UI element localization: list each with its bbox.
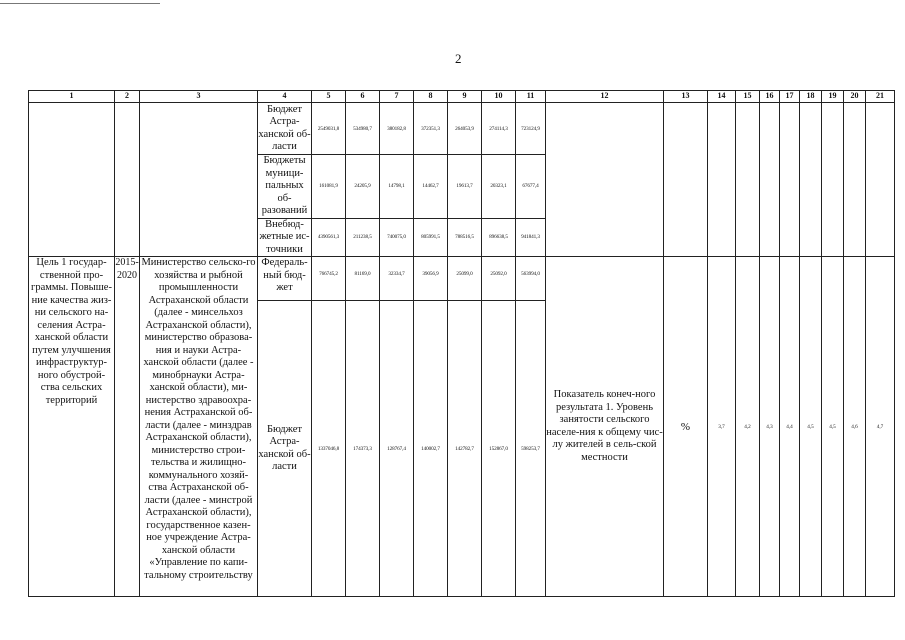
executor-cell: Министерство сельско-го хозяйства и рыбной промышленности Астраханской области (далее - минсельхоз Астраханской области), министерство образова-ния и науки Астра-ханской области (далее - минобрнауки Астра-ханской области), ми-нистерство здравоохра-нения Астраханской об-ласти (далее - минздрав Астраханской области), министерство строи-тельства и жилищно-коммунального хозяй-ства Астраханской об-ласти (далее - минстрой Астраханской области), государственное казен-ное учреждение Астра-ханской области «Управление по капи-тальному строительству — [140, 257, 258, 597]
col-header: 18 — [800, 91, 822, 103]
funding-value: 805991,5 — [414, 218, 448, 257]
table-row — [29, 103, 895, 155]
page-number: 2 — [455, 51, 462, 66]
table-row — [29, 257, 895, 301]
unit-cell: % — [664, 257, 708, 597]
funding-value: 211238,5 — [346, 218, 380, 257]
period-cell: 2015-2020 — [115, 257, 140, 597]
top-rule — [0, 3, 160, 4]
funding-value: 140002,7 — [414, 301, 448, 597]
col-header: 13 — [664, 91, 708, 103]
funding-value: 563994,0 — [516, 257, 546, 301]
col-header: 21 — [866, 91, 895, 103]
funding-source: Бюджеты муници-пальных об-разований — [258, 155, 312, 219]
cell-empty — [760, 103, 780, 257]
funding-value: 788516,5 — [448, 218, 482, 257]
funding-value: 152867,0 — [482, 301, 516, 597]
col-header: 11 — [516, 91, 546, 103]
col-header: 15 — [736, 91, 760, 103]
header-row — [29, 91, 895, 103]
cell-empty — [800, 103, 822, 257]
funding-value: 142782,7 — [448, 301, 482, 597]
funding-value: 941841,3 — [516, 218, 546, 257]
funding-value: 1337046,8 — [312, 301, 346, 597]
indicator-value: 4,5 — [800, 257, 822, 597]
funding-value: 19613,7 — [448, 155, 482, 219]
funding-source: Бюджет Астра-ханской об-ласти — [258, 301, 312, 597]
funding-value: 39056,9 — [414, 257, 448, 301]
col-header: 1 — [29, 91, 115, 103]
indicator-value: 4,3 — [760, 257, 780, 597]
program-table — [28, 90, 895, 597]
funding-value: 14798,1 — [380, 155, 414, 219]
col-header: 9 — [448, 91, 482, 103]
funding-value: 128767,4 — [380, 301, 414, 597]
indicator-value: 4,4 — [780, 257, 800, 597]
funding-value: 274114,3 — [482, 103, 516, 155]
funding-source: Федераль-ный бюд-жет — [258, 257, 312, 301]
col-header: 3 — [140, 91, 258, 103]
funding-value: 161081,9 — [312, 155, 346, 219]
funding-value: 174373,3 — [346, 301, 380, 597]
col-header: 17 — [780, 91, 800, 103]
cell-empty — [664, 103, 708, 257]
col-header: 5 — [312, 91, 346, 103]
funding-value: 372351,3 — [414, 103, 448, 155]
indicator-value: 4,7 — [866, 257, 895, 597]
funding-value: 723124,9 — [516, 103, 546, 155]
indicator-value: 3,7 — [708, 257, 736, 597]
indicator-cell: Показатель конеч-ного результата 1. Уровень занятости сельского населе-ния к общему чис-лу жителей в сель-ской местности — [546, 257, 664, 597]
funding-value: 24205,9 — [346, 155, 380, 219]
funding-value: 4390561,3 — [312, 218, 346, 257]
cell-empty — [29, 103, 115, 257]
cell-empty — [822, 103, 844, 257]
funding-value: 264053,9 — [448, 103, 482, 155]
funding-value: 766745,2 — [312, 257, 346, 301]
col-header: 10 — [482, 91, 516, 103]
funding-value: 380182,8 — [380, 103, 414, 155]
indicator-value: 4,2 — [736, 257, 760, 597]
funding-source: Внебюд-жетные ис-точники — [259, 218, 310, 255]
funding-value: 25092,0 — [482, 257, 516, 301]
col-header: 19 — [822, 91, 844, 103]
cell-empty — [780, 103, 800, 257]
col-header: 8 — [414, 91, 448, 103]
funding-source: Бюджет Астра-ханской об-ласти — [258, 103, 312, 155]
funding-value: 25099,0 — [448, 257, 482, 301]
funding-value: 32334,7 — [380, 257, 414, 301]
col-header: 7 — [380, 91, 414, 103]
funding-value: 14462,7 — [414, 155, 448, 219]
funding-value: 740075,0 — [380, 218, 414, 257]
cell-empty — [546, 103, 664, 257]
cell-empty — [844, 103, 866, 257]
cell-empty — [140, 103, 258, 257]
cell-empty — [866, 103, 895, 257]
cell-empty — [708, 103, 736, 257]
funding-value: 67677,4 — [516, 155, 546, 219]
funding-value: 81169,0 — [346, 257, 380, 301]
funding-value: 2549031,8 — [312, 103, 346, 155]
indicator-value: 4,6 — [844, 257, 866, 597]
goal-cell: Цель 1 государ-ственной про-граммы. Повыше-ние качества жиз-ни сельского на-селения Астра-ханской области путем улучшения инфраструктур-ного обустрой-ства сельских территорий — [29, 257, 115, 597]
funding-value: 598253,7 — [516, 301, 546, 597]
funding-value: 20323,1 — [482, 155, 516, 219]
cell-empty — [115, 103, 140, 257]
col-header: 14 — [708, 91, 736, 103]
col-header: 2 — [115, 91, 140, 103]
cell-empty — [736, 103, 760, 257]
col-header: 4 — [258, 91, 312, 103]
col-header: 20 — [844, 91, 866, 103]
col-header: 6 — [346, 91, 380, 103]
funding-value: 896638,5 — [482, 218, 516, 257]
funding-value: 534980,7 — [346, 103, 380, 155]
col-header: 12 — [546, 91, 664, 103]
col-header: 16 — [760, 91, 780, 103]
indicator-value: 4,5 — [822, 257, 844, 597]
